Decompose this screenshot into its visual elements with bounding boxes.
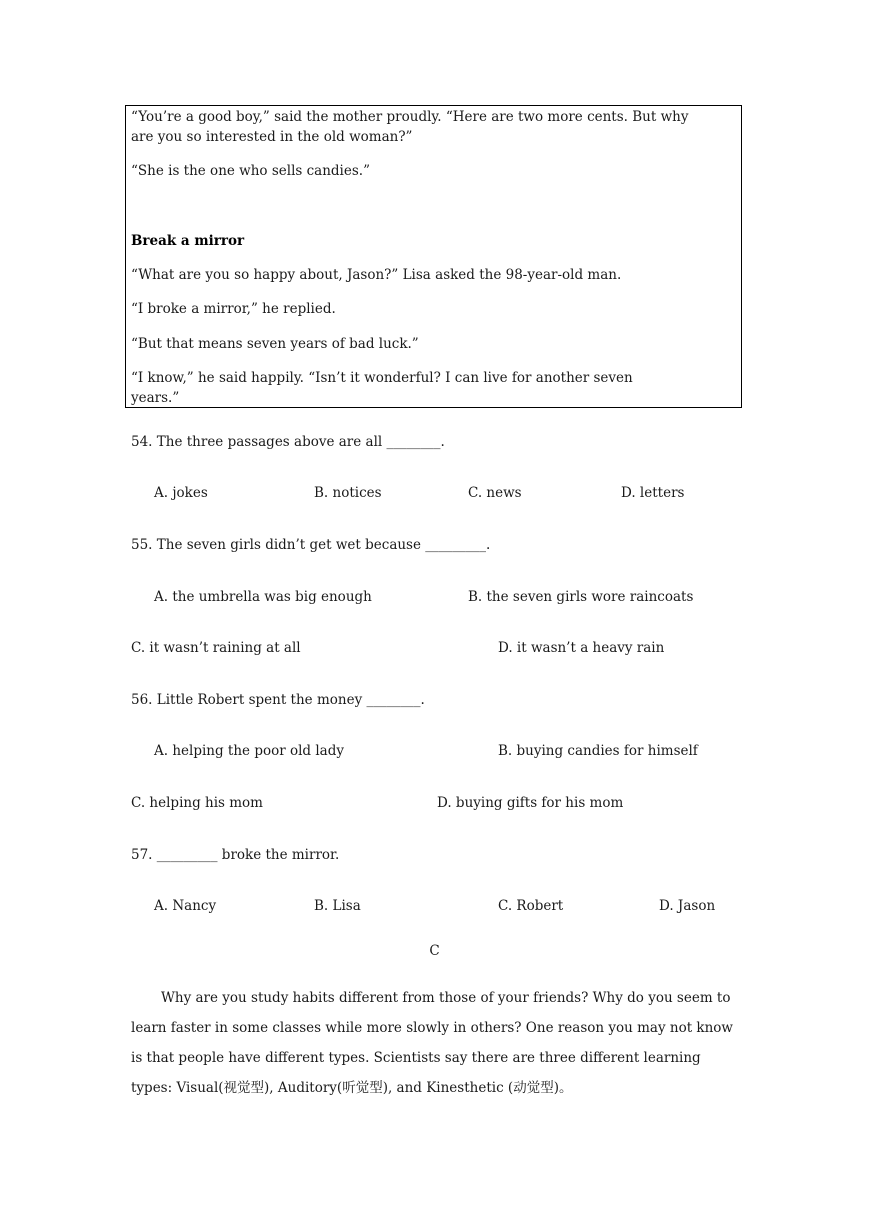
option: C. Robert: [498, 898, 564, 914]
passage-line: “But that means seven years of bad luck.”: [131, 336, 419, 352]
passage-line: “She is the one who sells candies.”: [131, 163, 370, 179]
section-c-paragraph: Why are you study habits different from those of your friends? Why do you seem to learn faster in some classes while more slowly in others? One reason you may not know is that people have different types. Scientists say there are three different learning types: Visual(视觉型), Auditory(听觉型), and Kinesthetic (动觉型)。: [131, 990, 733, 1096]
option: D. buying gifts for his mom: [437, 795, 624, 811]
option: C. it wasn’t raining at all: [131, 640, 301, 656]
question-stem: 55. The seven girls didn’t get wet because _________.: [131, 537, 491, 553]
option: B. Lisa: [314, 898, 361, 914]
option: D. Jason: [659, 898, 716, 914]
option: B. the seven girls wore raincoats: [468, 589, 694, 605]
passage-line: “What are you so happy about, Jason?” Lisa asked the 98-year-old man.: [131, 267, 622, 283]
option: C. helping his mom: [131, 795, 263, 811]
question-stem: 56. Little Robert spent the money ________.: [131, 692, 425, 708]
passage-line: “You’re a good boy,” said the mother proudly. “Here are two more cents. But why: [131, 109, 689, 125]
option: B. buying candies for himself: [498, 743, 698, 759]
story-title: Break a mirror: [131, 233, 245, 249]
question-stem: 57. _________ broke the mirror.: [131, 847, 340, 863]
question-stem: 54. The three passages above are all ________.: [131, 434, 445, 450]
option: A. jokes: [154, 485, 208, 501]
section-label: C: [429, 943, 440, 959]
passage-line: are you so interested in the old woman?”: [131, 129, 413, 145]
option: D. it wasn’t a heavy rain: [498, 640, 665, 656]
option: B. notices: [314, 485, 382, 501]
option: A. the umbrella was big enough: [154, 589, 372, 605]
option: D. letters: [621, 485, 685, 501]
option: A. Nancy: [154, 898, 217, 914]
passage-line: “I broke a mirror,” he replied.: [131, 301, 336, 317]
option: A. helping the poor old lady: [154, 743, 344, 759]
passage-line: years.”: [131, 390, 180, 406]
passage-box: [125, 105, 742, 408]
option: C. news: [468, 485, 522, 501]
passage-line: “I know,” he said happily. “Isn’t it wonderful? I can live for another seven: [131, 370, 633, 386]
